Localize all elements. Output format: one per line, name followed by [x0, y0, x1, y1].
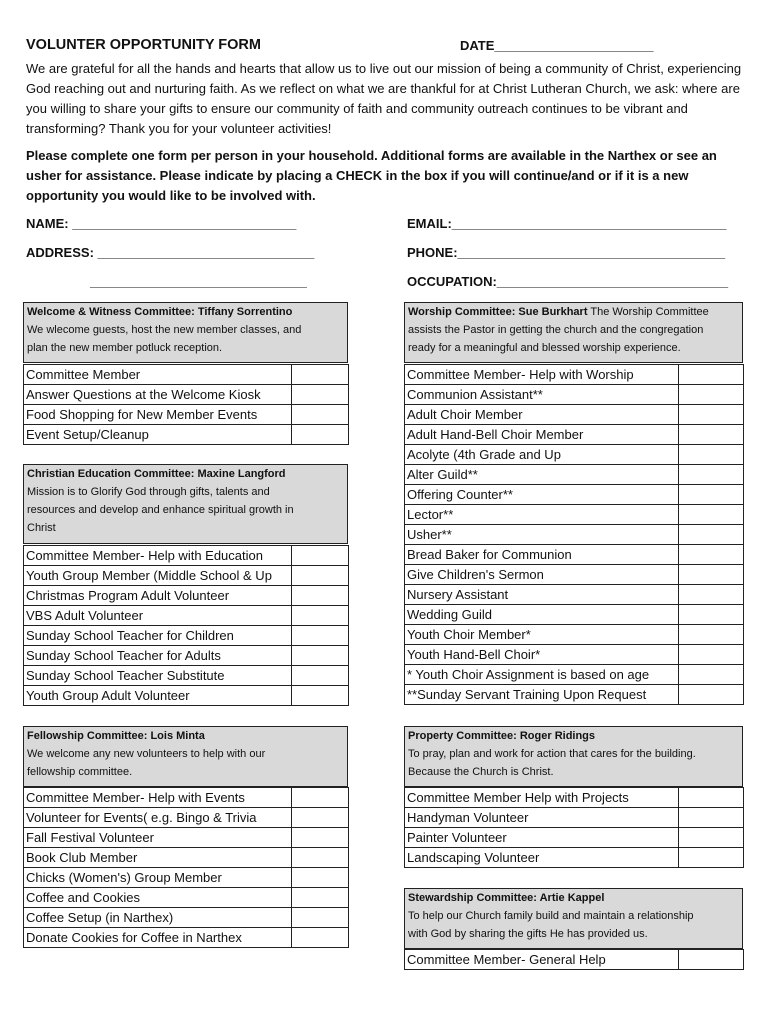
opportunity-label: Coffee and Cookies: [24, 888, 292, 908]
opportunity-label: Offering Counter**: [405, 485, 679, 505]
opportunity-label: Committee Member- General Help: [405, 950, 679, 970]
table-row: [405, 525, 744, 545]
checkbox-cell[interactable]: [679, 485, 744, 505]
table-row: [405, 685, 744, 705]
opportunity-label: VBS Adult Volunteer: [24, 606, 292, 626]
opportunity-label: Event Setup/Cleanup: [24, 425, 292, 445]
table-row: [405, 445, 744, 465]
opportunity-label: Sunday School Teacher for Adults: [24, 646, 292, 666]
checkbox-cell[interactable]: [292, 848, 349, 868]
table-row: [405, 788, 744, 808]
opportunity-label: Youth Group Adult Volunteer: [24, 686, 292, 706]
checkbox-cell[interactable]: [292, 928, 349, 948]
checkbox-cell[interactable]: [679, 465, 744, 485]
stewardship-committee-desc: To help our Church family build and maintain a relationship: [408, 910, 694, 922]
checkbox-cell[interactable]: [679, 385, 744, 405]
checkbox-cell[interactable]: [292, 606, 349, 626]
checkbox-cell[interactable]: [679, 950, 744, 970]
stewardship-committee-table: [404, 949, 744, 970]
opportunity-label: * Youth Choir Assignment is based on age: [405, 665, 679, 685]
checkbox-cell[interactable]: [292, 566, 349, 586]
table-row: [405, 645, 744, 665]
opportunity-label: Youth Group Member (Middle School & Up: [24, 566, 292, 586]
welcome-committee-title: Welcome & Witness Committee: Tiffany Sorrentino: [27, 306, 293, 318]
fellowship-committee-desc: We welcome any new volunteers to help with our: [27, 748, 266, 760]
education-committee-header: [23, 464, 348, 544]
table-row: [24, 385, 349, 405]
table-row: [24, 646, 349, 666]
opportunity-label: Food Shopping for New Member Events: [24, 405, 292, 425]
opportunity-label: Committee Member- Help with Events: [24, 788, 292, 808]
opportunity-label: Wedding Guild: [405, 605, 679, 625]
checkbox-cell[interactable]: [679, 848, 744, 868]
table-row: [24, 928, 349, 948]
checkbox-cell[interactable]: [679, 525, 744, 545]
opportunity-label: Lector**: [405, 505, 679, 525]
checkbox-cell[interactable]: [679, 828, 744, 848]
stewardship-committee-title: Stewardship Committee: Artie Kappel: [408, 892, 605, 904]
fellowship-committee-desc: fellowship committee.: [27, 766, 133, 778]
fellowship-committee-title: Fellowship Committee: Lois Minta: [27, 730, 205, 742]
checkbox-cell[interactable]: [292, 405, 349, 425]
table-row: [405, 808, 744, 828]
opportunity-label: Committee Member- Help with Education: [24, 546, 292, 566]
opportunity-label: Book Club Member: [24, 848, 292, 868]
table-row: [405, 848, 744, 868]
table-row: [24, 788, 349, 808]
checkbox-cell[interactable]: [292, 586, 349, 606]
table-row: [405, 828, 744, 848]
checkbox-cell[interactable]: [292, 546, 349, 566]
table-row: [24, 626, 349, 646]
opportunity-label: Committee Member: [24, 365, 292, 385]
checkbox-cell[interactable]: [679, 788, 744, 808]
property-committee-desc: Because the Church is Christ.: [408, 766, 554, 778]
table-row: [24, 808, 349, 828]
opportunity-label: Usher**: [405, 525, 679, 545]
checkbox-cell[interactable]: [679, 425, 744, 445]
checkbox-cell[interactable]: [679, 808, 744, 828]
checkbox-cell[interactable]: [679, 685, 744, 705]
checkbox-cell[interactable]: [292, 788, 349, 808]
opportunity-label: Handyman Volunteer: [405, 808, 679, 828]
table-row: [405, 425, 744, 445]
property-committee-title: Property Committee: Roger Ridings: [408, 730, 596, 742]
form-title: VOLUNTER OPPORTUNITY FORM: [26, 37, 261, 53]
opportunity-label: Donate Cookies for Coffee in Narthex: [24, 928, 292, 948]
worship-committee-desc: The Worship Committee: [587, 306, 709, 318]
checkbox-cell[interactable]: [679, 505, 744, 525]
opportunity-label: Nursery Assistant: [405, 585, 679, 605]
stewardship-committee-header: [404, 888, 743, 949]
opportunity-label: Youth Choir Member*: [405, 625, 679, 645]
date-field[interactable]: DATE______________________: [460, 38, 654, 53]
table-row: [24, 686, 349, 706]
opportunity-label: Painter Volunteer: [405, 828, 679, 848]
education-committee-title: Christian Education Committee: Maxine Langford: [27, 468, 286, 480]
checkbox-cell[interactable]: [292, 385, 349, 405]
table-row: [405, 545, 744, 565]
welcome-committee-header: [23, 302, 348, 363]
opportunity-label: Adult Choir Member: [405, 405, 679, 425]
table-row: [24, 365, 349, 385]
intro-paragraph: We are grateful for all the hands and hearts that allow us to live out our mission of being a community of Christ, experiencing God reaching out and nurturing faith. As we reflect on what we are thankful for at Christ Lutheran Church, we ask: where are you willing to share your gifts to ensure our community of faith and community outreach continues to be vibrant and transforming? Thank you for your volunteer activities!: [26, 61, 742, 136]
checkbox-cell[interactable]: [292, 868, 349, 888]
table-row: [405, 605, 744, 625]
welcome-committee-desc: plan the new member potluck reception.: [27, 342, 223, 354]
table-row: [405, 365, 744, 385]
checkbox-cell[interactable]: [292, 888, 349, 908]
opportunity-label: Coffee Setup (in Narthex): [24, 908, 292, 928]
property-committee-header: [404, 726, 743, 787]
table-row: [405, 665, 744, 685]
opportunity-label: Give Children's Sermon: [405, 565, 679, 585]
name-field[interactable]: NAME: _______________________________: [26, 216, 297, 231]
checkbox-cell[interactable]: [292, 365, 349, 385]
opportunity-label: Sunday School Teacher for Children: [24, 626, 292, 646]
opportunity-label: Christmas Program Adult Volunteer: [24, 586, 292, 606]
education-committee-desc: resources and develop and enhance spiritual growth in: [27, 504, 294, 516]
opportunity-label: Acolyte (4th Grade and Up: [405, 445, 679, 465]
checkbox-cell[interactable]: [679, 365, 744, 385]
checkbox-cell[interactable]: [292, 425, 349, 445]
table-row: [405, 950, 744, 970]
table-row: [24, 566, 349, 586]
checkbox-cell[interactable]: [679, 625, 744, 645]
instructions-paragraph: Please complete one form per person in your household. Additional forms are available in the Narthex or see an usher for assistance. Please indicate by placing a CHECK in the box if you will continue/and or if it is a new opportunity you would like to be involved with.: [26, 148, 717, 203]
checkbox-cell[interactable]: [292, 908, 349, 928]
checkbox-cell[interactable]: [679, 645, 744, 665]
table-row: [24, 425, 349, 445]
occupation-field[interactable]: OCCUPATION:________________________________: [407, 274, 729, 289]
opportunity-label: Adult Hand-Bell Choir Member: [405, 425, 679, 445]
checkbox-cell[interactable]: [679, 585, 744, 605]
checkbox-cell[interactable]: [679, 665, 744, 685]
property-committee-table: [404, 787, 744, 868]
address-line-2-field[interactable]: ______________________________: [90, 274, 307, 289]
checkbox-cell[interactable]: [679, 605, 744, 625]
worship-committee-header: [404, 302, 743, 363]
table-row: [24, 405, 349, 425]
opportunity-label: Communion Assistant**: [405, 385, 679, 405]
opportunity-label: Alter Guild**: [405, 465, 679, 485]
table-row: [24, 586, 349, 606]
table-row: [405, 465, 744, 485]
table-row: [24, 848, 349, 868]
opportunity-label: Bread Baker for Communion: [405, 545, 679, 565]
address-field[interactable]: ADDRESS: ______________________________: [26, 245, 315, 260]
opportunity-label: Youth Hand-Bell Choir*: [405, 645, 679, 665]
checkbox-cell[interactable]: [679, 545, 744, 565]
checkbox-cell[interactable]: [679, 445, 744, 465]
phone-field[interactable]: PHONE:_____________________________________: [407, 245, 726, 260]
table-row: [24, 546, 349, 566]
worship-committee-desc: assists the Pastor in getting the church and the congregation: [408, 324, 704, 336]
opportunity-label: Landscaping Volunteer: [405, 848, 679, 868]
opportunity-label: Committee Member Help with Projects: [405, 788, 679, 808]
opportunity-label: Sunday School Teacher Substitute: [24, 666, 292, 686]
education-committee-table: [23, 545, 349, 706]
table-row: [405, 565, 744, 585]
worship-committee-desc: ready for a meaningful and blessed worship experience.: [408, 342, 681, 354]
stewardship-committee-desc: with God by sharing the gifts He has provided us.: [408, 928, 648, 940]
email-field[interactable]: EMAIL:______________________________________: [407, 216, 727, 231]
education-committee-desc: Mission is to Glorify God through gifts, talents and: [27, 486, 270, 498]
table-row: [405, 585, 744, 605]
table-row: [24, 828, 349, 848]
property-committee-desc: To pray, plan and work for action that cares for the building.: [408, 748, 696, 760]
checkbox-cell[interactable]: [292, 666, 349, 686]
checkbox-cell[interactable]: [679, 405, 744, 425]
table-row: [405, 385, 744, 405]
checkbox-cell[interactable]: [292, 686, 349, 706]
table-row: [24, 888, 349, 908]
checkbox-cell[interactable]: [292, 626, 349, 646]
education-committee-desc: Christ: [27, 522, 56, 534]
table-row: [24, 868, 349, 888]
opportunity-label: **Sunday Servant Training Upon Request: [405, 685, 679, 705]
table-row: [24, 908, 349, 928]
table-row: [24, 666, 349, 686]
opportunity-label: Fall Festival Volunteer: [24, 828, 292, 848]
welcome-committee-table: [23, 364, 349, 445]
fellowship-committee-table: [23, 787, 349, 948]
checkbox-cell[interactable]: [679, 565, 744, 585]
table-row: [405, 405, 744, 425]
table-row: [405, 625, 744, 645]
opportunity-label: Committee Member- Help with Worship: [405, 365, 679, 385]
opportunity-label: Chicks (Women's) Group Member: [24, 868, 292, 888]
table-row: [24, 606, 349, 626]
table-row: [405, 505, 744, 525]
table-row: [405, 485, 744, 505]
checkbox-cell[interactable]: [292, 808, 349, 828]
checkbox-cell[interactable]: [292, 828, 349, 848]
worship-committee-title: Worship Committee: Sue Burkhart: [408, 306, 588, 318]
opportunity-label: Answer Questions at the Welcome Kiosk: [24, 385, 292, 405]
welcome-committee-desc: We wlecome guests, host the new member classes, and: [27, 324, 302, 336]
fellowship-committee-header: [23, 726, 348, 787]
opportunity-label: Volunteer for Events( e.g. Bingo & Trivia: [24, 808, 292, 828]
checkbox-cell[interactable]: [292, 646, 349, 666]
worship-committee-table: [404, 364, 744, 705]
